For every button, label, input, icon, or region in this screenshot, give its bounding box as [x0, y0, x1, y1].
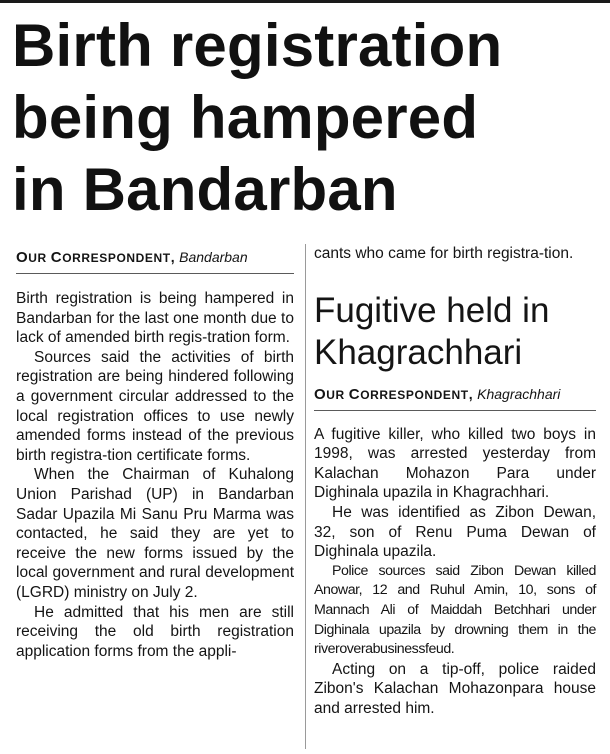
story-2-headline-line-2: Khagrachhari — [314, 332, 523, 372]
column-divider — [305, 244, 306, 749]
story-2-column — [314, 244, 596, 719]
story-2-body — [314, 425, 596, 719]
main-headline — [12, 10, 602, 226]
story-1-body — [16, 289, 294, 661]
byline-divider — [16, 273, 294, 274]
story-1-byline — [16, 248, 294, 267]
headline-line-1: Birth registration — [12, 12, 503, 79]
story-2-paragraph-1: A fugitive killer, who killed two boys in 1998, was arrested yesterday from Kalachan Mohazon Para under Dighinala upazila in Khagrachhari. — [314, 425, 596, 502]
story-2-headline — [314, 290, 596, 374]
story-2-headline-line-1: Fugitive held in — [314, 290, 550, 330]
story-1-continuation-text: cants who came for birth registra-tion. — [314, 245, 574, 262]
story-2-paragraph-3: Police sources said Zibon Dewan killed Anowar, 12 and Ruhul Amin, 10, sons of Mannach Ali of Maiddah Betchhari under Dighinala upazila by drowning them in the riveroverabusinessfeud. — [314, 562, 596, 658]
byline-location: Bandarban — [179, 249, 248, 265]
story-2-paragraph-4: Acting on a tip-off, police raided Zibon's Kalachan Mohazonpara house and arrested him. — [314, 660, 596, 717]
story-2-paragraph-2: He was identified as Zibon Dewan, 32, son of Renu Puma Dewan of Dighinala upazila. — [314, 503, 596, 561]
byline-credit: OUR CORRESPONDENT, — [314, 385, 474, 403]
byline-credit: OUR CORRESPONDENT, — [16, 249, 176, 266]
story-1-paragraph-3: When the Chairman of Kuhalong Union Parishad (UP) in Bandarban Sadar Upazila Mi Sanu Pru Marma was contacted, he said they are yet to receive the new forms issued by the local government and rural development (LGRD) ministry on July 2. — [16, 466, 294, 601]
story-1-continuation — [314, 244, 596, 264]
story-1-column — [16, 248, 294, 661]
headline-line-3: in Bandarban — [12, 156, 398, 223]
byline-location: Khagrachhari — [477, 385, 561, 402]
story-1-paragraph-1: Birth registration is being hampered in Bandarban for the last one month due to lack of amended birth regis-tration form. — [16, 290, 294, 347]
story-1-paragraph-4: He admitted that his men are still receiving the old birth registration application forms from the appli- — [16, 603, 294, 660]
story-1-paragraph-2: Sources said the activities of birth registration are being hindered following a government circular addressed to the local registration offices to use newly amended forms instead of the previous birth registra-tion certificate forms. — [16, 348, 294, 464]
headline-line-2: being hampered — [12, 84, 479, 151]
byline-divider — [314, 410, 596, 411]
top-rule — [0, 0, 610, 3]
story-2-byline — [314, 385, 596, 404]
